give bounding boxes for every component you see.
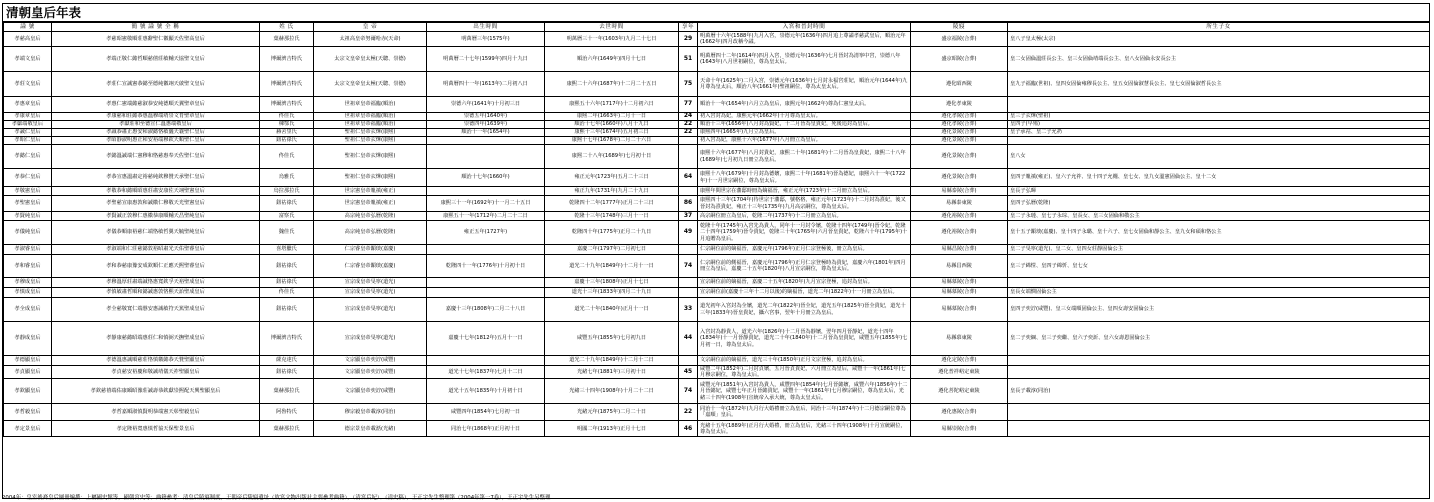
posthumous-name-cell: 孝貞顯皇后 — [4, 366, 52, 379]
column-header: 享年 — [679, 23, 698, 32]
death-date-cell: 康熙十七年(1678年)二月二十六日 — [545, 137, 679, 145]
palace-entry-notes-cell: 初入宮為妃，康熙十六年(1677年)八月冊立為皇后。 — [698, 137, 911, 145]
palace-entry-notes-cell: 同治十一年(1872年)九月行大婚禮冊立為皇后，同治十三年(1874年)十二月德宗嗣位尊為「嘉順」皇后。 — [698, 404, 911, 421]
table-row — [4, 245, 1430, 255]
age-at-death-cell: 86 — [679, 196, 698, 212]
table-row — [4, 322, 1430, 356]
children-cell: 皇四子奕詝(咸豐)、皇三女端順固倫公主、皇四女壽安固倫公主 — [1008, 298, 1430, 322]
mausoleum-cell: 遵化裕陵(合葬) — [911, 221, 1008, 245]
full-title-cell: 孝誠恭肅正惠安和淑懿恪敏儷天襄聖仁皇后 — [52, 129, 260, 137]
children-cell: 皇二子永璉、皇七子永琮、皇長女、皇三女固倫和敬公主 — [1008, 212, 1430, 221]
mausoleum-cell: 遵化孝陵(合葬) — [911, 113, 1008, 121]
mausoleum-cell: 易縣崇陵(合葬) — [911, 421, 1008, 437]
clan-name-cell: 葉赫那拉氏 — [260, 379, 314, 404]
posthumous-name-cell: 孝淑睿皇后 — [4, 245, 52, 255]
full-title-cell: 孝穆溫厚莊肅端誠恪惠寬欽孚天裕聖成皇后 — [52, 278, 260, 288]
mausoleum-cell: 易縣泰東陵 — [911, 196, 1008, 212]
posthumous-name-cell: 孝儀純皇后 — [4, 221, 52, 245]
emperor-name-cell: 宣宗成皇帝旻寧(道光) — [314, 278, 427, 288]
mausoleum-cell: 易縣慕陵(合葬) — [911, 288, 1008, 298]
table-row — [4, 298, 1430, 322]
birth-date-cell — [427, 187, 545, 196]
full-title-cell: 孝莊仁宣誠憲恭懿至德純徽翊天啟聖文皇后 — [52, 72, 260, 97]
table-row — [4, 221, 1430, 245]
posthumous-name-cell: 孝穆成皇后 — [4, 278, 52, 288]
birth-date-cell: 順治十七年(1660年) — [427, 169, 545, 187]
posthumous-name-cell: 孝靜成皇后 — [4, 322, 52, 356]
table-row — [4, 137, 1430, 145]
clan-name-cell: 佟佳氏 — [260, 288, 314, 298]
palace-entry-notes-cell: 光緒十五年(1889年)正月行大婚禮，冊立為皇后，光緒三十四年(1908年)十月宣統嗣位，尊為皇太后。 — [698, 421, 911, 437]
death-date-cell: 順治十七年(1660年)八月十九日 — [545, 121, 679, 129]
page-title: 清朝皇后年表 — [3, 4, 1429, 22]
age-at-death-cell: 77 — [679, 97, 698, 113]
mausoleum-cell: 遵化景陵(合葬) — [911, 145, 1008, 169]
palace-entry-notes-cell: 康熙四十三年(1704年)待世宗于藩邸，號格格，雍正元年(1723年)十二月封為熹妃，後又晉封為熹貴妃，雍正十三年(1735年)九月高宗嗣位，尊為皇太后。 — [698, 196, 911, 212]
clan-name-cell: 烏雅氏 — [260, 169, 314, 187]
children-cell — [1008, 278, 1430, 288]
birth-date-cell: 同治七年(1868年)正月初十日 — [427, 421, 545, 437]
children-cell — [1008, 404, 1430, 421]
emperor-name-cell: 德宗景皇帝載湉(光緒) — [314, 421, 427, 437]
posthumous-name-cell: 孝獻端敬皇后 — [4, 121, 52, 129]
full-title-cell: 孝獻莊和至德宣仁溫惠端敬皇后 — [52, 121, 260, 129]
birth-date-cell — [427, 278, 545, 288]
age-at-death-cell — [679, 245, 698, 255]
death-date-cell: 康熙五十六年(1717年)十二月初六日 — [545, 97, 679, 113]
table-row — [4, 278, 1430, 288]
mausoleum-cell: 易縣昌西陵 — [911, 255, 1008, 278]
clan-name-cell: 博爾濟吉特氏 — [260, 322, 314, 356]
emperor-name-cell: 聖祖仁皇帝玄燁(康熙) — [314, 169, 427, 187]
death-date-cell: 嘉慶二年(1797年)二月初七日 — [545, 245, 679, 255]
palace-entry-notes-cell: 明萬曆十六年(1588年)九月入宮，崇德元年(1636年)四月追上尊謚孝慈武皇后，順治元年(1662年)四月改稱今謚。 — [698, 32, 911, 47]
mausoleum-cell: 遵化昭西陵 — [911, 72, 1008, 97]
palace-entry-notes-cell: 咸豐元年(1851年)入宮封為貴人，咸豐四年(1854年)七月晉懿嬪，咸豐六年(1856年)十二月晉懿妃，咸豐七年正月晉懿貴妃，咸豐十一年(1861年)七月穆宗嗣位，尊為皇太后，光緒三十四年(1908年)宣統帝入承大統，尊為太皇太后。 — [698, 379, 911, 404]
palace-entry-notes-cell: 康熙十六年(1677年)八月封貴妃，康熙二十年(1681年)十二月晉為皇貴妃，康熙二十八年(1689年)七月初九日冊立為皇后。 — [698, 145, 911, 169]
mausoleum-cell: 遵化裕陵(合葬) — [911, 212, 1008, 221]
table-row — [4, 212, 1430, 221]
children-cell: 皇長女端憫固倫公主 — [1008, 288, 1430, 298]
death-date-cell: 順治六年(1649年)四月十七日 — [545, 47, 679, 72]
age-at-death-cell: 22 — [679, 129, 698, 137]
children-cell: 皇三子綿愷、皇四子綿忻、皇七女 — [1008, 255, 1430, 278]
column-header: 陵寢 — [911, 23, 1008, 32]
full-title-cell: 孝貞慈安裕慶和敬誠靖儀天祚聖顯皇后 — [52, 366, 260, 379]
birth-date-cell — [427, 356, 545, 366]
age-at-death-cell — [679, 187, 698, 196]
mausoleum-cell: 易縣昌陵(合葬) — [911, 245, 1008, 255]
mausoleum-cell: 遵化景陵(合葬) — [911, 129, 1008, 137]
full-title-cell: 孝恭宣惠溫肅定裕慈純欽穆贊天承聖仁皇后 — [52, 169, 260, 187]
children-cell: 皇四子弘曆(乾隆) — [1008, 196, 1430, 212]
emperor-name-cell: 宣宗成皇帝旻寧(道光) — [314, 322, 427, 356]
palace-entry-notes-cell: 仁宗嗣位前的側福晉，嘉慶元年(1796年)正月仁宗登極時為貴妃，嘉慶六年(1801年)四月冊立為皇后，嘉慶二十五年(1820年)八月宣宗嗣位，尊為皇太后。 — [698, 255, 911, 278]
posthumous-name-cell: 孝恭仁皇后 — [4, 169, 52, 187]
full-title-cell: 孝慎敏肅哲順和懿誠惠敦恪熙天詒聖成皇后 — [52, 288, 260, 298]
clan-name-cell: 魏佳氏 — [260, 221, 314, 245]
birth-date-cell: 乾隆四十一年(1776年)十月初十日 — [427, 255, 545, 278]
clan-name-cell: 佟佳氏 — [260, 113, 314, 121]
birth-date-cell: 明萬曆二十七年(1599年)四月十九日 — [427, 47, 545, 72]
palace-entry-notes-cell: 宣宗嗣位前(嘉慶十三年十二月以後)的嫡福晉，道光二年(1822年)十一月冊立為皇后。 — [698, 288, 911, 298]
full-title-cell: 孝定隆裕寬惠慎哲協天保聖景皇后 — [52, 421, 260, 437]
table-row — [4, 356, 1430, 366]
mausoleum-cell: 遵化普祥峪定東陵 — [911, 366, 1008, 379]
children-cell: 皇二子旻寧(道光)、皇二女、皇四女莊靜固倫公主 — [1008, 245, 1430, 255]
mausoleum-cell: 遵化孝陵(合葬) — [911, 121, 1008, 129]
death-date-cell: 康熙二十六年(1687年)十二月二十五日 — [545, 72, 679, 97]
full-title-cell: 孝德溫惠誠順慈莊恪慎徽懿恭天贊聖顯皇后 — [52, 356, 260, 366]
table-body — [4, 32, 1430, 437]
emperor-name-cell: 聖祖仁皇帝玄燁(康熙) — [314, 145, 427, 169]
full-title-cell: 孝和恭慈康豫安成欽順仁正應天熙聖睿皇后 — [52, 255, 260, 278]
emperor-name-cell: 文宗顯皇帝奕詝(咸豐) — [314, 356, 427, 366]
mausoleum-cell: 遵化孝東陵 — [911, 97, 1008, 113]
death-date-cell: 光緒七年(1881年)三月初十日 — [545, 366, 679, 379]
palace-entry-notes-cell: 順治十三年(1656年)八月封為賢妃，十二月晉為皇貴妃，死後追封為皇后。 — [698, 121, 911, 129]
mausoleum-cell: 遵化定陵(合葬) — [911, 356, 1008, 366]
posthumous-name-cell: 孝聖憲皇后 — [4, 196, 52, 212]
palace-entry-notes-cell: 康熙年間世宗在藩邸時冊為嫡福晉，雍正元年(1723年)十二月冊立為皇后。 — [698, 187, 911, 196]
children-cell — [1008, 366, 1430, 379]
birth-date-cell: 咸豐四年(1854年)七月初一日 — [427, 404, 545, 421]
mausoleum-cell: 遵化菩陀峪定東陵 — [911, 379, 1008, 404]
age-at-death-cell: 22 — [679, 121, 698, 129]
emperor-name-cell: 仁宗睿皇帝顒琰(嘉慶) — [314, 255, 427, 278]
mausoleum-cell: 盛京昭陵(合葬) — [911, 47, 1008, 72]
children-cell: 皇四子胤禛(雍正)、皇六子允祚、皇十四子允禵、皇七女、皇九女溫憲固倫公主、皇十二女 — [1008, 169, 1430, 187]
death-date-cell: 光緒三十四年(1908年)十月二十二日 — [545, 379, 679, 404]
death-date-cell: 康熙十三年(1674年)五月初三日 — [545, 129, 679, 137]
table-header-row — [4, 23, 1430, 32]
birth-date-cell: 道光十七年(1837年)七月十二日 — [427, 366, 545, 379]
clan-name-cell: 薩克達氏 — [260, 356, 314, 366]
birth-date-cell — [427, 288, 545, 298]
emperor-name-cell: 世宗憲皇帝胤禛(雍正) — [314, 187, 427, 196]
column-header: 去世時間 — [545, 23, 679, 32]
column-header: 皇 帝 — [314, 23, 427, 32]
death-date-cell: 乾隆十三年(1748年)三月十一日 — [545, 212, 679, 221]
age-at-death-cell: 29 — [679, 32, 698, 47]
clan-name-cell: 富察氏 — [260, 212, 314, 221]
age-at-death-cell: 45 — [679, 366, 698, 379]
children-cell: 皇八女 — [1008, 145, 1430, 169]
clan-name-cell: 鈕祜祿氏 — [260, 298, 314, 322]
birth-date-cell — [427, 137, 545, 145]
mausoleum-cell: 遵化景陵(合葬) — [911, 137, 1008, 145]
full-title-cell: 孝懿溫誠端仁憲穆和恪慈惠奉天佐聖仁皇后 — [52, 145, 260, 169]
birth-date-cell: 嘉慶十七年(1812年)五月十一日 — [427, 322, 545, 356]
birth-date-cell: 康熙三十一年(1692年)十一月二十五日 — [427, 196, 545, 212]
posthumous-name-cell: 孝定景皇后 — [4, 421, 52, 437]
palace-entry-notes-cell: 乾隆十年(1745年)入宮先為貴人，同年十一月封令嬪，乾隆十四年(1749年)晉令妃，乾隆二十四年(1759年)晉令貴妃，乾隆三十年(1765年)六月晉皇貴妃，乾隆六十年(1795年)十月追贈為皇后。 — [698, 221, 911, 245]
full-title-cell: 孝端正敬仁懿哲順慈僖莊敏輔天協聖文皇后 — [52, 47, 260, 72]
palace-entry-notes-cell: 明萬曆四十二年(1614年)四月入宮，崇德元年(1636年)七月晉封為清寧中宮，崇德八年(1643年)八月世祖嗣位，尊為皇太后。 — [698, 47, 911, 72]
palace-entry-notes-cell: 高宗嗣位冊立為皇后，乾隆二年(1737年)十二月冊立為皇后。 — [698, 212, 911, 221]
death-date-cell: 道光二十年(1840年)正月十一日 — [545, 298, 679, 322]
full-title-cell: 孝敬恭和懿順昭惠莊肅安康佐天翊聖憲皇后 — [52, 187, 260, 196]
children-cell: 皇子承祜、皇二子允礽 — [1008, 129, 1430, 137]
children-cell — [1008, 356, 1430, 366]
table-row — [4, 129, 1430, 137]
emperor-name-cell: 穆宗毅皇帝載淳(同治) — [314, 404, 427, 421]
emperor-name-cell: 世祖章皇帝福臨(順治) — [314, 121, 427, 129]
mausoleum-cell: 遵化景陵(合葬) — [911, 169, 1008, 187]
palace-entry-notes-cell: 康熙四年(1665年)九月立為皇后。 — [698, 129, 911, 137]
clan-name-cell: 烏拉那拉氏 — [260, 187, 314, 196]
children-cell: 皇二女固倫溫莊長公主、皇三女固倫靖端長公主、皇八女固倫永安長公主 — [1008, 47, 1430, 72]
table-row — [4, 32, 1430, 47]
palace-entry-notes-cell: 咸豐二年(1852年)二月封貞嬪，五月晉貞貴妃，六月冊立為皇后，咸豐十一年(1861年)七月穆宗嗣位，尊為皇太后。 — [698, 366, 911, 379]
children-cell: 皇九子福臨(世祖)、皇四女固倫雍穆長公主、皇五女固倫淑慧長公主、皇七女固倫淑哲長公主 — [1008, 72, 1430, 97]
age-at-death-cell — [679, 145, 698, 169]
empress-table — [3, 22, 1430, 437]
table-row — [4, 255, 1430, 278]
birth-date-cell: 雍正五年(1727年) — [427, 221, 545, 245]
age-at-death-cell — [679, 137, 698, 145]
mausoleum-cell: 易縣慕東陵 — [911, 322, 1008, 356]
posthumous-name-cell: 孝欽顯皇后 — [4, 379, 52, 404]
age-at-death-cell: 75 — [679, 72, 698, 97]
clan-name-cell: 鈕祜祿氏 — [260, 137, 314, 145]
age-at-death-cell: 24 — [679, 113, 698, 121]
clan-name-cell: 鈕祜祿氏 — [260, 255, 314, 278]
emperor-name-cell: 太祖高皇帝努爾哈赤(天命) — [314, 32, 427, 47]
death-date-cell: 乾隆四十年(1775年)正月二十九日 — [545, 221, 679, 245]
birth-date-cell — [427, 145, 545, 169]
palace-entry-notes-cell: 順治十一年(1654年)六月立為皇后，康熙元年(1662年)尊為仁憲皇太后。 — [698, 97, 911, 113]
palace-entry-notes-cell: 仁宗嗣位前的嫡福晉，嘉慶元年(1796年)正月仁宗登極後，冊立為皇后。 — [698, 245, 911, 255]
age-at-death-cell: 46 — [679, 421, 698, 437]
death-date-cell: 道光二十九年(1849年)十二月十一日 — [545, 255, 679, 278]
children-cell: 皇二子奕綱、皇三子奕繼、皇六子奕訢、皇六女壽恩固倫公主 — [1008, 322, 1430, 356]
death-date-cell: 嘉慶十三年(1808年)正月十七日 — [545, 278, 679, 288]
clan-name-cell: 喜塔臘氏 — [260, 245, 314, 255]
emperor-name-cell: 太宗文皇帝皇太極(天聰、崇德) — [314, 72, 427, 97]
emperor-name-cell: 文宗顯皇帝奕詝(咸豐) — [314, 366, 427, 379]
full-title-cell: 孝聖慈宣康惠敦和誠徽仁穆敬天光聖憲皇后 — [52, 196, 260, 212]
death-date-cell: 咸豐五年(1855年)七月初九日 — [545, 322, 679, 356]
emperor-name-cell: 聖祖仁皇帝玄燁(康熙) — [314, 129, 427, 137]
table-row — [4, 169, 1430, 187]
posthumous-name-cell: 孝慎成皇后 — [4, 288, 52, 298]
full-title-cell: 孝哲嘉順淑慎賢明恭端憲天彰聖毅皇后 — [52, 404, 260, 421]
age-at-death-cell: 49 — [679, 221, 698, 245]
emperor-name-cell: 高宗純皇帝弘曆(乾隆) — [314, 212, 427, 221]
clan-name-cell: 佟佳氏 — [260, 145, 314, 169]
mausoleum-cell: 盛京福陵(合葬) — [911, 32, 1008, 47]
death-date-cell: 乾隆四十二年(1777年)正月二十三日 — [545, 196, 679, 212]
emperor-name-cell: 聖祖仁皇帝玄燁(康熙) — [314, 137, 427, 145]
mausoleum-cell: 易縣慕陵(合葬) — [911, 278, 1008, 288]
clan-name-cell: 棟鄂氏 — [260, 121, 314, 129]
posthumous-name-cell: 孝敬憲皇后 — [4, 187, 52, 196]
children-cell — [1008, 97, 1430, 113]
age-at-death-cell: 51 — [679, 47, 698, 72]
birth-date-cell: 明萬曆三年(1575年) — [427, 32, 545, 47]
column-header: 簡 號 謚 號 全 稱 — [52, 23, 260, 32]
emperor-name-cell: 世祖章皇帝福臨(順治) — [314, 113, 427, 121]
age-at-death-cell: 44 — [679, 322, 698, 356]
posthumous-name-cell: 孝賢純皇后 — [4, 212, 52, 221]
children-cell: 皇四子(早殤) — [1008, 121, 1430, 129]
emperor-name-cell: 太宗文皇帝皇太極(天聰、崇德) — [314, 47, 427, 72]
table-row — [4, 288, 1430, 298]
children-cell: 皇長子載淳(同治) — [1008, 379, 1430, 404]
palace-entry-notes-cell: 入宮封為靜貴人，道光六年(1826年)十二月晉為靜嬪，翌年四月晉靜妃，道光十四年(1834年)十一月晉靜貴妃，道光二十年(1840年)十二月晉為皇貴妃，咸豐五年(1855年)七月初一日，尊為皇太后。 — [698, 322, 911, 356]
clan-name-cell: 博爾濟吉特氏 — [260, 97, 314, 113]
age-at-death-cell: 33 — [679, 298, 698, 322]
age-at-death-cell: 74 — [679, 379, 698, 404]
posthumous-name-cell: 孝誠仁皇后 — [4, 129, 52, 137]
emperor-name-cell: 文宗顯皇帝奕詝(咸豐) — [314, 379, 427, 404]
children-cell: 皇長子弘暉 — [1008, 187, 1430, 196]
full-title-cell: 孝淑端和仁莊慈懿敦裕昭肅光天佑聖睿皇后 — [52, 245, 260, 255]
table-row — [4, 196, 1430, 212]
death-date-cell: 雍正九年(1731年)九月二十九日 — [545, 187, 679, 196]
birth-date-cell: 明萬曆四十一年(1613年)二月初八日 — [427, 72, 545, 97]
death-date-cell: 道光十三年(1833年)四月二十九日 — [545, 288, 679, 298]
emperor-name-cell: 世祖章皇帝福臨(順治) — [314, 97, 427, 113]
mausoleum-cell: 遵化惠陵(合葬) — [911, 404, 1008, 421]
clan-name-cell: 博爾濟吉特氏 — [260, 47, 314, 72]
full-title-cell: 孝慈昭憲敬順莊惠辭聖仁徽顯天佐聖高皇后 — [52, 32, 260, 47]
table-row — [4, 187, 1430, 196]
clan-name-cell: 赫舍里氏 — [260, 129, 314, 137]
spreadsheet — [2, 3, 1430, 499]
children-cell: 皇八子皇太極(太宗) — [1008, 32, 1430, 47]
children-cell: 皇三子玄燁(聖祖) — [1008, 113, 1430, 121]
mausoleum-cell: 易縣慕陵(合葬) — [911, 298, 1008, 322]
clan-name-cell: 葉赫那拉氏 — [260, 32, 314, 47]
age-at-death-cell — [679, 288, 698, 298]
palace-entry-notes-cell: 康熙十八年(1679年)十月封為德嬪，康熙二十年(1681年)晉為德妃，康熙六十一年(1722年)十一月世宗嗣位，尊為皇太后。 — [698, 169, 911, 187]
clan-name-cell: 鈕祜祿氏 — [260, 278, 314, 288]
posthumous-name-cell: 孝端文皇后 — [4, 47, 52, 72]
birth-date-cell: 康熙五十一年(1712年)二月二十二日 — [427, 212, 545, 221]
emperor-name-cell: 世宗憲皇帝胤禛(雍正) — [314, 196, 427, 212]
emperor-name-cell: 宣宗成皇帝旻寧(道光) — [314, 288, 427, 298]
column-header: 入宮和晉封時間 — [698, 23, 911, 32]
death-date-cell: 康熙二年(1663年)二月十一日 — [545, 113, 679, 121]
full-title-cell: 孝賢誠正敦穆仁惠徽恭康順輔天昌聖純皇后 — [52, 212, 260, 221]
clan-name-cell: 博爾濟吉特氏 — [260, 72, 314, 97]
table-row — [4, 47, 1430, 72]
palace-entry-notes-cell: 文宗嗣位前的嫡福晉，道光三十年(1850年)正月文宗登極，追封為皇后。 — [698, 356, 911, 366]
age-at-death-cell: 37 — [679, 212, 698, 221]
palace-entry-notes-cell: 宣宗嗣位前的嫡福晉，嘉慶二十五年(1820年)九月宣宗登極，追封為皇后。 — [698, 278, 911, 288]
mausoleum-cell: 易縣泰陵(合葬) — [911, 187, 1008, 196]
death-date-cell: 雍正元年(1723年)五月二十三日 — [545, 169, 679, 187]
table-row — [4, 366, 1430, 379]
table-row — [4, 145, 1430, 169]
posthumous-name-cell: 孝昭仁皇后 — [4, 137, 52, 145]
full-title-cell: 孝昭靜淑明惠正和安裕端穆欽天順聖仁皇后 — [52, 137, 260, 145]
clan-name-cell: 鈕祜祿氏 — [260, 196, 314, 212]
full-title-cell: 孝全慈敬寬仁端慤安惠誠敏符天篤聖成皇后 — [52, 298, 260, 322]
column-header: 姓 氏 — [260, 23, 314, 32]
posthumous-name-cell: 孝惠章皇后 — [4, 97, 52, 113]
birth-date-cell — [427, 245, 545, 255]
table-row — [4, 72, 1430, 97]
table-row — [4, 97, 1430, 113]
table-row — [4, 379, 1430, 404]
children-cell: 皇十五子顒琰(嘉慶)、皇十四子永璐、皇十六子、皇七女固倫和靜公主、皇九女和碩和恪公主 — [1008, 221, 1430, 245]
death-date-cell: 道光二十九年(1849年)十二月十二日 — [545, 356, 679, 366]
death-date-cell: 康熙二十八年(1689年)七月初十日 — [545, 145, 679, 169]
full-title-cell: 孝惠仁憲端懿慈淑恭安純德順天翼聖章皇后 — [52, 97, 260, 113]
emperor-name-cell: 仁宗睿皇帝顒琰(嘉慶) — [314, 245, 427, 255]
birth-date-cell: 崇德五年(1640年) — [427, 113, 545, 121]
palace-entry-notes-cell: 道光初年入宮封為全嬪，道光二年(1822年)晉全妃，道光五年(1825年)晉全貴妃，道光十三年(1833年)晉皇貴妃，攝六宮事，翌年十月冊立為皇后。 — [698, 298, 911, 322]
birth-date-cell: 崇德四年(1639年) — [427, 121, 545, 129]
full-title-cell: 孝欽慈禧端佑康頤昭豫莊誠壽恭欽獻崇熙配天興聖顯皇后 — [52, 379, 260, 404]
emperor-name-cell: 高宗純皇帝弘曆(乾隆) — [314, 221, 427, 245]
clan-name-cell: 鈕祜祿氏 — [260, 366, 314, 379]
column-header: 謚 號 — [4, 23, 52, 32]
posthumous-name-cell: 孝德顯皇后 — [4, 356, 52, 366]
footer-note: 2004年：皇室後裔皇后圖冊編撰：上屬國史館等，國朝宮史等；典籍參考：清皇后陵寢制度，王朝帝后陵寢遺址（故宮文物出版社主要參考典籍），（清宮后妃）、（清史稿），王正宇先生整理第（2004年第一7卷），王正宇先生另整理 — [2, 495, 551, 501]
death-date-cell: 明萬曆三十一年(1603年)九月二十七日 — [545, 32, 679, 47]
birth-date-cell: 崇德六年(1641年)十月初三日 — [427, 97, 545, 113]
full-title-cell: 孝靜康慈懿昭端惠莊仁和慎弼天撫聖成皇后 — [52, 322, 260, 356]
table-row — [4, 113, 1430, 121]
palace-entry-notes-cell: 天命十年(1625年)二月入宮，崇德元年(1636年)七月封永福宮莊妃，順治元年(1644年)九月尊為皇太后，順治八年(1661年)聖祖嗣位，尊為太皇太后。 — [698, 72, 911, 97]
emperor-name-cell: 宣宗成皇帝旻寧(道光) — [314, 298, 427, 322]
clan-name-cell: 阿魯特氏 — [260, 404, 314, 421]
column-header: 出生時間 — [427, 23, 545, 32]
age-at-death-cell: 22 — [679, 404, 698, 421]
birth-date-cell: 嘉慶十三年(1808年)二月二十八日 — [427, 298, 545, 322]
posthumous-name-cell: 孝和睿皇后 — [4, 255, 52, 278]
age-at-death-cell — [679, 278, 698, 288]
children-cell — [1008, 421, 1430, 437]
posthumous-name-cell: 孝康章皇后 — [4, 113, 52, 121]
birth-date-cell: 道光十五年(1835年)十月初十日 — [427, 379, 545, 404]
age-at-death-cell — [679, 356, 698, 366]
palace-entry-notes-cell: 初入宮封為妃，康熙元年(1662年)十月尊為皇太后。 — [698, 113, 911, 121]
death-date-cell: 光緒元年(1875年)二月二十日 — [545, 404, 679, 421]
posthumous-name-cell: 孝哲毅皇后 — [4, 404, 52, 421]
posthumous-name-cell: 孝全成皇后 — [4, 298, 52, 322]
clan-name-cell: 葉赫那拉氏 — [260, 421, 314, 437]
posthumous-name-cell: 孝莊文皇后 — [4, 72, 52, 97]
table-row — [4, 421, 1430, 437]
table-row — [4, 404, 1430, 421]
age-at-death-cell: 74 — [679, 255, 698, 278]
full-title-cell: 孝儀恭順康裕慈仁端恪敏哲翼天毓聖純皇后 — [52, 221, 260, 245]
children-cell — [1008, 137, 1430, 145]
posthumous-name-cell: 孝慈高皇后 — [4, 32, 52, 47]
birth-date-cell: 順治十一年(1654年) — [427, 129, 545, 137]
table-row — [4, 121, 1430, 129]
column-header: 所生子女 — [1008, 23, 1430, 32]
death-date-cell: 明國二年(1913年)正月十七日 — [545, 421, 679, 437]
posthumous-name-cell: 孝懿仁皇后 — [4, 145, 52, 169]
full-title-cell: 孝康慈和莊懿恭惠溫穆端靖崇文育聖章皇后 — [52, 113, 260, 121]
age-at-death-cell: 64 — [679, 169, 698, 187]
